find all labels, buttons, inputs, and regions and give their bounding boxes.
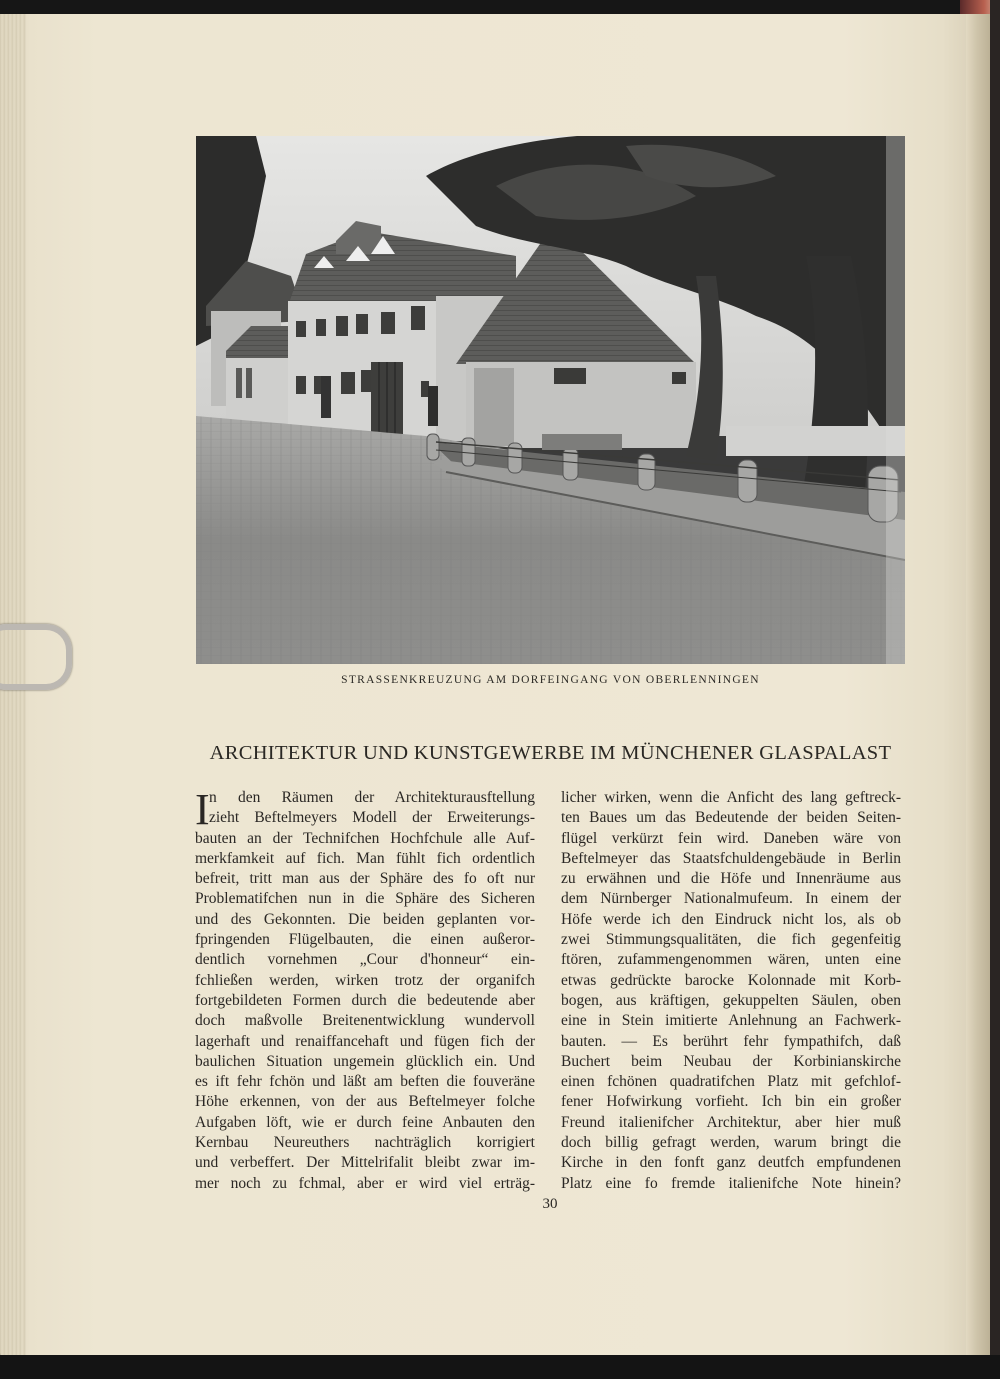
text-line: ftören, zufammengenommen wären, unten eine: [561, 951, 901, 969]
text-line: etwas gedrückte barocke Kolonnade mit Korb-: [561, 971, 901, 989]
text-line: bauten an der Technifchen Hochfchule alle Auf-: [195, 829, 535, 847]
drop-cap: I: [195, 785, 210, 834]
paper-clip-icon: [0, 624, 72, 690]
text-line: doch billig gefragt werden, warum bringt die: [561, 1134, 901, 1152]
text-line: Kirche in den fonft ganz deutfch empfundenen: [561, 1154, 901, 1172]
text-line: merkfamkeit auf fich. Man fühlt fich ordentlich: [195, 849, 535, 867]
text-column-left: [195, 785, 535, 1194]
text-line: ten Baues um das Bedeutende der beiden Seiten-: [561, 809, 901, 827]
text-line: lagerhaft und renaiffancehaft und fügen fich der: [195, 1032, 535, 1050]
text-line: fchließen werden, wirken trotz der organifch: [195, 971, 535, 989]
text-line: Platz eine fo fremde italienifche Note hinein?: [561, 1174, 901, 1192]
text-line: Problematifchen nun in die Sphäre des Sicheren: [195, 890, 535, 908]
page-gutter-shadow: [966, 14, 992, 1358]
text-line: baulichen Situation ungemein glücklich ein. Und: [195, 1052, 535, 1070]
text-line: Kernbau Neureuthers nachträglich korrigiert: [195, 1134, 535, 1152]
text-line: eine in Stein imitierte Anlehnung an Fachwerk-: [561, 1012, 901, 1030]
text-line: zu erwähnen und die Höfe und Innenräume aus: [561, 870, 901, 888]
text-line: fortgebildeten Formen durch die bedeutende aber: [195, 991, 535, 1009]
scan-background-right: [990, 0, 1000, 1379]
text-line: n den Räumen der Architekturausftellung: [209, 789, 535, 806]
text-line: Höfe werde ich den Eindruck nicht los, als ob: [561, 910, 901, 928]
text-line: fpringenden Flügelbauten, die einen außeror-: [195, 931, 535, 949]
scan-background-bottom: [0, 1355, 1000, 1379]
text-column-right: [561, 788, 901, 1194]
text-line: doch maßvolle Breitenentwicklung wundervoll: [195, 1012, 535, 1030]
text-line: und verbeffert. Der Mittelrifalit bleibt zwar im-: [195, 1154, 535, 1172]
article-heading: ARCHITEKTUR UND KUNSTGEWERBE IM MÜNCHENER GLASPALAST: [209, 742, 892, 764]
text-line: Höhe erkennen, von der aus Beftelmeyer folche: [195, 1093, 535, 1111]
text-line: Aufgaben löft, wie er durch feine Anbauten den: [195, 1113, 535, 1131]
text-line: mer noch zu fchmal, aber er wird viel erträg-: [195, 1174, 535, 1192]
text-line: fener Hofwirkung vorfieht. Ich bin ein großer: [561, 1093, 901, 1111]
photo-caption: STRASSENKREUZUNG AM DORFEINGANG VON OBERLENNINGEN: [341, 674, 760, 686]
text-line: Freund italienifcher Architektur, aber hier muß: [561, 1113, 901, 1131]
photo-illustration: [196, 136, 905, 664]
text-line: flügel verkürzt fein wird. Daneben wäre von: [561, 829, 901, 847]
text-line: zieht Beftelmeyers Modell der Erweiterungs-: [209, 809, 535, 827]
text-line: licher wirken, wenn die Anficht des lang geftreck-: [561, 789, 901, 806]
text-line: dentlich vornehmen „Cour d'honneur“ ein-: [195, 951, 535, 969]
text-line: Beftelmeyer das Staatsfchuldengebäude in Berlin: [561, 849, 901, 867]
text-line: Buchert beim Neubau der Korbinianskirche: [561, 1052, 901, 1070]
text-line: zwei Stimmungsqualitäten, die fich gegenfeitig: [561, 931, 901, 949]
text-line: dem Nürnberger Nationalmufeum. In einem der: [561, 890, 901, 908]
text-line: und des Gekonnten. Die beiden geplanten vor-: [195, 910, 535, 928]
village-street-photo: [196, 136, 905, 664]
text-line: bauten. — Es berührt fehr fympathifch, daß: [561, 1032, 901, 1050]
text-line: es ift fehr fchön und läßt am beften die fouveräne: [195, 1073, 535, 1091]
text-line: bogen, aus kräftigen, gekuppelten Säulen, oben: [561, 991, 901, 1009]
text-line: befreit, tritt man aus der Sphäre des fo oft nur: [195, 870, 535, 888]
text-line: einen fchönen quadratifchen Platz mit gefchlof-: [561, 1073, 901, 1091]
page-number: 30: [542, 1196, 558, 1212]
